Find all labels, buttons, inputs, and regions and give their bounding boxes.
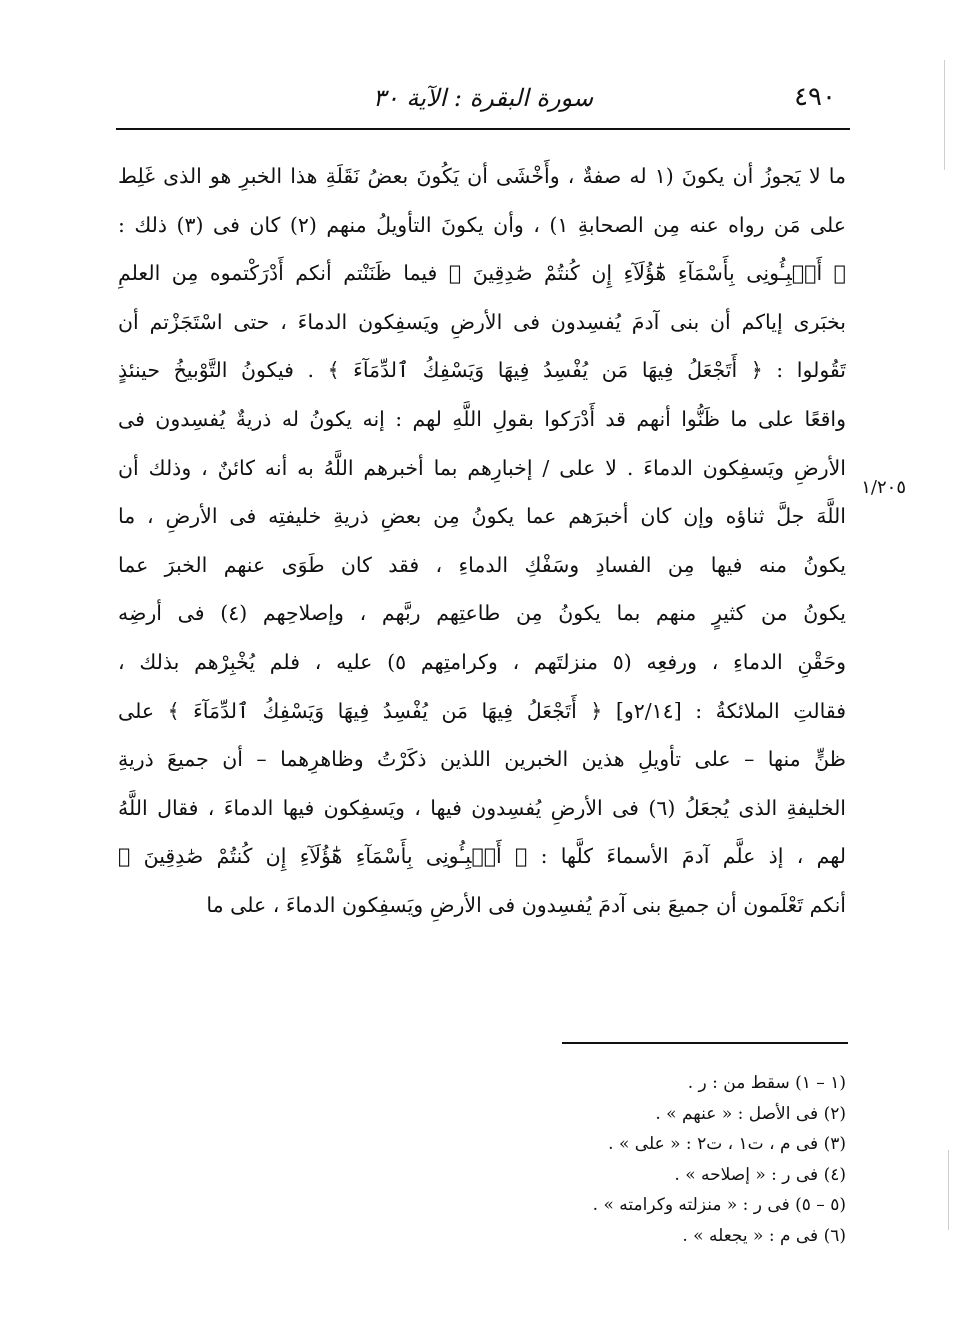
text-line: فقالتِ الملائكةُ : [٢/١٤و] ﴿ أَتَجْعَلُ فِيهَا مَن يُفْسِدُ فِيهَا وَيَسْفِكُ ٱلدِّمَآءَ ﴾ على — [118, 698, 846, 723]
scan-edge-mark — [944, 60, 945, 170]
text-line: يكونُ من كثيرٍ منهم بما يكونُ مِن طاعتِهم ربَّهم ، وإصلاحِهم (٤) فى أرضِه — [118, 601, 846, 626]
text-line: واقعًا على ما ظَنُّوا أنهم قد أَدْرَكوا بقولِ اللَّهِ لهم : إنه يكونُ له ذريةٌ يُفسِدون فى — [118, 406, 846, 431]
footnote: (٤) فى ر : « إصلاحه » . — [674, 1164, 846, 1185]
footnote: (٢) فى الأصل : « عنهم » . — [655, 1103, 846, 1124]
footnote-rule — [562, 1042, 848, 1044]
footnote: (٦) فى م : « يجعله » . — [682, 1225, 846, 1246]
text-line: لهم ، إذ علَّم آدمَ الأسماءَ كلَّها : ﴿ أَنۢبِـُٔونِى بِأَسْمَآءِ هَٰٓؤُلَآءِ إِن كُنتُمْ صَٰدِقِينَ ﴾ — [118, 844, 846, 869]
text-line: اللَّهَ جلَّ ثناؤه وإن كان أخبرَهم عما يكونُ مِن بعضِ ذريةِ خليفتِه فى الأرضِ ، ما — [118, 504, 846, 529]
page-number: ٤٩٠ — [794, 82, 836, 112]
footnote: (٣) فى م ، ت١ ، ت٢ : « على » . — [608, 1134, 846, 1154]
text-line: على مَن رواه عنه مِن الصحابةِ ١) ، وأن يكونَ التأويلُ منهم (٢) كان فى (٣) ذلك : — [118, 212, 846, 237]
text-line: الأرضِ ويَسفِكون الدماءَ . لا على / إخبارِهم بما أخبرهم اللَّهُ به أنه كائنٌ ، وذلك أن — [118, 455, 846, 480]
text-line: وحَقْنِ الدماءِ ، ورفعِه (٥ منزلتَهم ، وكرامتِهم ٥) عليه ، فلم يُخْبِرْهم بذلك ، — [118, 649, 846, 674]
footnote: (٥ – ٥) فى ر : « منزلته وكرامته » . — [592, 1195, 846, 1215]
page-header — [118, 82, 848, 122]
main-text — [118, 152, 846, 930]
text-line: ﴿ أَنۢبِـُٔونِى بِأَسْمَآءِ هَٰٓؤُلَآءِ إِن كُنتُمْ صَٰدِقِينَ ﴾ فيما ظَنَنْتم أنكم أَدْرَكْتموه مِن العلمِ — [118, 261, 846, 286]
header-rule — [116, 128, 850, 130]
footnote: (١ – ١) سقط من : ر . — [687, 1073, 846, 1093]
text-line: يكونُ منه فيها مِن الفسادِ وسَفْكِ الدماءِ ، فقد كان طَوَى عنهم الخبرَ عما — [118, 552, 846, 577]
text-line: تَقُولوا : ﴿ أَتَجْعَلُ فِيهَا مَن يُفْسِدُ فِيهَا وَيَسْفِكُ ٱلدِّمَآءَ ﴾ . فيكونُ التَّوْبيخُ حينئذٍ — [118, 358, 846, 383]
text-line: أنكم تَعْلَمون أن جميعَ بنى آدمَ يُفسِدون فى الأرضِ ويَسفِكون الدماءَ ، على ما — [206, 892, 846, 917]
text-line: بخبَرى إياكم أن بنى آدمَ يُفسِدون فى الأرضِ ويَسفِكون الدماءَ ، حتى اسْتَجَزْتم أن — [118, 309, 846, 334]
margin-reference: ١/٢٠٥ — [861, 477, 906, 498]
text-line: ما لا يَجوزُ أن يكونَ (١ له صفةٌ ، وأَخْشَى أن يَكُونَ بعضُ نَقَلَةِ هذا الخبرِ هو الذى غَلِط — [118, 164, 846, 188]
text-line: ظنٍّ منها – على تأويلِ هذين الخبرين اللذين ذكَرْتُ وظاهرِهما – أن جميعَ ذريةِ — [118, 747, 846, 772]
footnotes — [300, 1068, 846, 1251]
text-line: الخليفةِ الذى يُجعَلُ (٦) فى الأرضِ يُفسِدون فيها ، ويَسفِكون فيها الدماءَ ، فقال اللَّهُ — [118, 795, 846, 820]
scan-edge-mark — [948, 1150, 949, 1230]
running-title: سورة البقرة : الآية ٣٠ — [372, 84, 594, 112]
